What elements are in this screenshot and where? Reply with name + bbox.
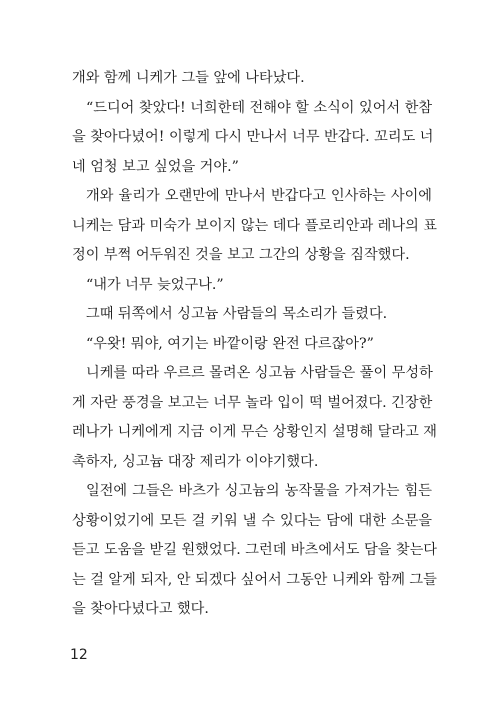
- text-line: 는 걸 알게 되자, 안 되겠다 싶어서 그동안 니케와 함께 그들: [72, 571, 437, 588]
- text-line: 니케는 담과 미숙가 보이지 않는 데다 플로리안과 레나의 표: [72, 217, 438, 234]
- text-line: 니케를 따라 우르르 몰려온 싱고늄 사람들은 풀이 무성하: [86, 365, 433, 381]
- text-line: 듣고 도움을 받길 원했었다. 그런데 바츠에서도 담을 찾는다: [72, 542, 438, 558]
- text-line: 상황이었기에 모든 걸 키워 낼 수 있다는 담에 대한 소문을: [72, 512, 432, 529]
- page-number: 12: [70, 647, 88, 663]
- text-line: 개와 함께 니케가 그들 앞에 나타났다.: [72, 70, 305, 86]
- text-line: 그때 뒤쪽에서 싱고늄 사람들의 목소리가 들렸다.: [86, 306, 388, 322]
- text-line: “우왓! 뭐야, 여기는 바깥이랑 완전 다르잖아?”: [86, 335, 374, 352]
- text-line: “내가 너무 늦었구나.”: [86, 276, 224, 293]
- text-line: 레나가 니케에게 지금 이게 무슨 상황인지 설명해 달라고 재: [72, 424, 438, 440]
- text-line: 개와 율리가 오랜만에 만나서 반갑다고 인사하는 사이에: [86, 188, 432, 204]
- text-line: 을 찾아다녔어! 이렇게 다시 만나서 너무 반갑다. 꼬리도 너: [72, 129, 434, 145]
- body-text: [72, 64, 438, 625]
- text-line: “드디어 찾았다! 너희한테 전해야 할 소식이 있어서 한참: [86, 99, 433, 116]
- text-line: 일전에 그들은 바츠가 싱고늄의 농작물을 가져가는 힘든: [86, 483, 432, 499]
- text-line: 네 엄청 보고 싶었을 거야.”: [72, 158, 239, 175]
- text-line: 촉하자, 싱고늄 대장 제리가 이야기했다.: [72, 453, 319, 470]
- text-line: 정이 부쩍 어두워진 것을 보고 그간의 상황을 짐작했다.: [72, 247, 410, 263]
- text-line: 게 자란 풍경을 보고는 너무 놀라 입이 떡 벌어졌다. 긴장한: [72, 394, 433, 411]
- text-line: 을 찾아다녔다고 했다.: [72, 601, 209, 617]
